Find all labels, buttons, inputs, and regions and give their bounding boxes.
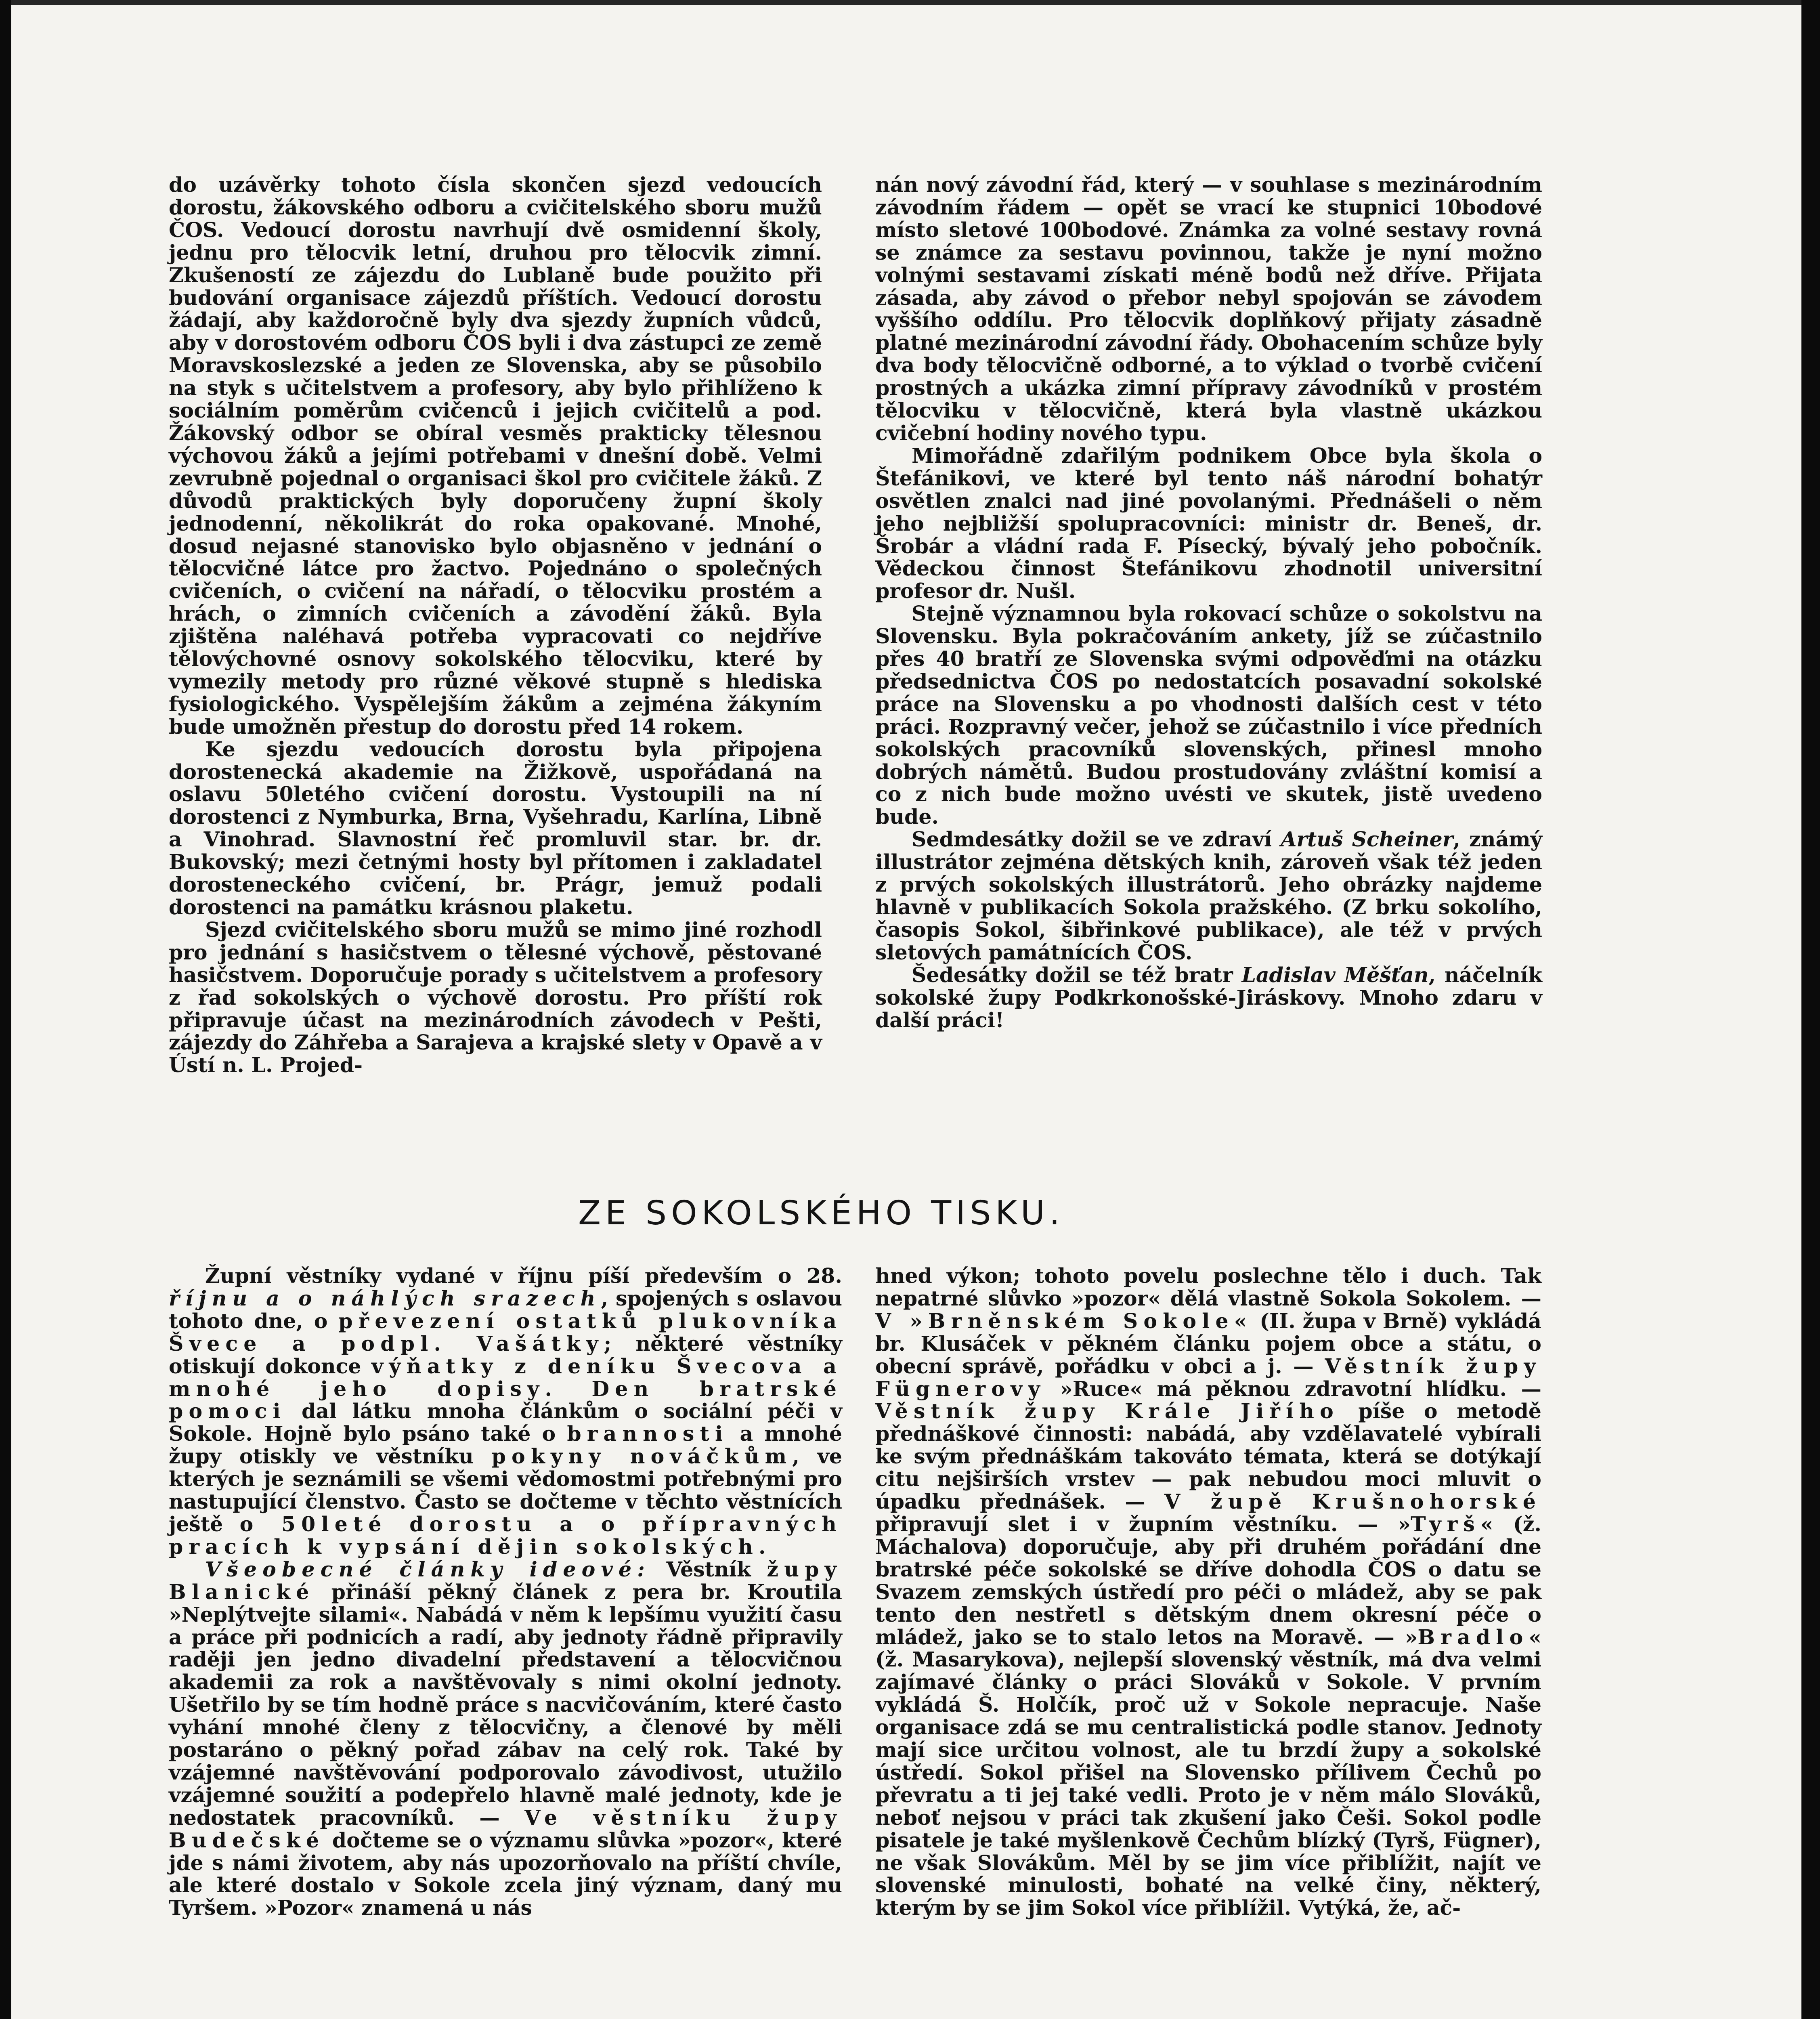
top-left-column (169, 174, 822, 1077)
paragraph-akademie-zizkov: Ke sjezdu vedoucích dorostu byla připojena dorostenecká akademie na Žižkově, uspořádaná na oslavu 50letého cvičení dorostu. Vystoupili na ní dorostenci z Nymburka, Brna, Vyšehradu, Karlína, Libně a Vinohrad. Slavnostní řeč promluvil star. br. dr. Bukovský; mezi četnými hosty byl přítomen i zakladatel dorosteneckého cvičení, br. Prágr, jemuž podali dorostenci na památku krásnou plaketu. (169, 737, 822, 919)
paragraph-stefanik: Mimořádně zdařilým podnikem Obce byla škola o Štefánikovi, ve které byl tento náš národní bohatýr osvětlen znalci nad jiné povolanými. Přednášeli o něm jeho nejbližší spolupracovníci: ministr dr. Beneš, dr. Šrobár a vládní rada F. Písecký, bývalý jeho pobočník. Vědeckou činnost Štefánikovu zhodnotil universitní profesor dr. Nušl. (875, 443, 1542, 603)
person-name-mestan: Ladislav Měšťan (1241, 963, 1429, 987)
bottom-left-column (169, 1265, 842, 1919)
paragraph-clanky-ideove: Všeobecné články ideové: Věstník župy Blanické přináší pěkný článek z pera br. Kroutila »Neplýtvejte silami«. Nabádá v něm k lepšímu využití času a práce při podnicích a radí, aby jednoty řádně připravily raději jen jedno divadelní představení a tělocvičnou akademii za rok a navštěvovaly s nimi okolní jednoty. Ušetřilo by se tím hodně práce s nacvičováním, které často vyhání mnohé členy z tělocvičny, a členové by měli postaráno o pěkný pořad zábav na celý rok. Také by vzájemné navštěvování podporovalo závodivost, utužilo vzájemné soužití a podepřelo hlavně malé jednoty, kde je nedostatek pracovníků. — Ve věstníku župy Budečské dočteme se o významu slůvka »pozor«, které jde s námi životem, aby nás upozorňovalo na příští chvíle, ale které dostalo v Sokole zcela jiný význam, daný mu Tyršem. »Pozor« znamená u nás (169, 1557, 842, 1920)
paragraph-sjezd-vedoucich: do uzávěrky tohoto čísla skončen sjezd vedoucích dorostu, žákovského odboru a cvičitelského sboru mužů ČOS. Vedoucí dorostu navrhují dvě osmidenní školy, jednu pro tělocvik letní, druhou pro tělocvik zimní. Zkušeností ze zájezdu do Lublaně bude použito při budování organisace zájezdů příštích. Vedoucí dorostu žádají, aby každoročně byly dva sjezdy župních vůdců, aby v dorostovém odboru ČOS byli i dva zástupci ze země Moravskoslezské a jeden ze Slovenska, aby se působilo na styk s učitelstvem a profesory, aby bylo přihlíženo k sociálním poměrům cvičenců i jejich cvičitelů a pod. Žákovský odbor se obíral vesměs prakticky tělesnou výchovou žáků a jejími potřebami v dnešní době. Velmi zevrubně pojednal o organisaci škol pro cvičitele žáků. Z důvodů praktických byly doporučeny župní školy jednodenní, několikrát do roka opakované. Mnohé, dosud nejasné stanovisko bylo objasněno v jednání o tělocvičné látce pro žactvo. Pojednáno o společných cvičeních, o cvičení na nářadí, o tělocviku prostém a hrách, o zimních cvičeních a závodění žáků. Byla zjištěna naléhavá potřeba vypracovati co nejdříve tělovýchovné osnovy sokolského tělocviku, které by vymezily metody pro různé věkové stupně s hlediska fysiologického. Vyspělejším žákům a zejména žákyním bude umožněn přestup do dorostu před 14 rokem. (169, 173, 822, 739)
bottom-right-column (875, 1265, 1541, 1919)
paragraph-vestniky-pokracovani: hned výkon; tohoto povelu poslechne tělo i duch. Tak nepatrné slůvko »pozor« dělá vlastně Sokola Sokolem. — V »Brněnském Sokole« (II. župa v Brně) vykládá br. Klusáček v pěkném článku pojem obce a státu, o obecní správě, pořádku v obci a j. — Věstník župy Fügnerovy »Ruce« má pěknou zdravotní hlídku. — Věstník župy Krále Jiřího píše o metodě přednáškové činnosti: nabádá, aby vzdělavatelé vybírali ke svým přednáškám takováto témata, která se dotýkají citu nejširších vrstev — pak nebudou moci mluvit o úpadku přednášek. — V župě Krušnohorské připravují slet i v župním věstníku. — »Tyrš« (ž. Máchalova) doporučuje, aby při druhém pořádání dne bratrské péče sokolské se dříve dohodla ČOS o datu se Svazem zemských ústředí pro péči o mládež, aby se pak tento den nestřetl s dětským dnem okresní péče o mládež, jako se to stalo letos na Moravě. — »Bradlo« (ž. Masarykova), nejlepší slovenský věstník, má dva velmi zajímavé články o práci Slováků v Sokole. V prvním vykládá Š. Holčík, proč už v Sokole nepracuje. Naše organisace zdá se mu centralistická podle stanov. Jednoty mají sice určitou volnost, ale tu brzdí župy a sokolské ústředí. Sokol přišel na Slovensko přílivem Čechů po převratu a ti jej také vedli. Proto je v něm málo Slováků, neboť nejsou v práci tak zkušení jako Češi. Sokol podle pisatele je také myšlenkově Čechům blízký (Tyrš, Fügner), ne však Slovákům. Měl by se jim více přiblížit, najít ve slovenské minulosti, bohaté na velké činy, některý, kterým by se jim Sokol více přiblížil. Vytýká, že, ač- (875, 1264, 1542, 1920)
paragraph-mestan: Šedesátky dožil se též bratr Ladislav Měšťan, náčelník sokolské župy Podkrkonošské-Jiráskovy. Mnoho zdaru v další práci! (875, 963, 1542, 1032)
scan-edge-left (0, 0, 11, 2019)
subheading-clanky-ideove: Všeobecné články ideové: (205, 1557, 650, 1581)
paragraph-zavodni-rad: nán nový závodní řád, který — v souhlase s mezinárodním závodním řádem — opět se vrací ke stupnici 10bodové místo sletové 100bodové. Známka za volné sestavy rovná se známce za sestavu povinnou, takže je nyní možno volnými sestavami získati méně bodů než dříve. Přijata zásada, aby závod o přebor nebyl spojován se závodem vyššího oddílu. Pro tělocvik doplňkový přijaty zásadně platné mezinárodní závodní řády. Obohacením schůze byly dva body tělocvičně odborné, a to výklad o tvorbě cvičení prostných a ukázka zimní přípravy závodníků v prostém tělocviku v tělocvičně, která byla vlastně ukázkou cvičební hodiny nového typu. (875, 173, 1542, 445)
scan-edge-top (0, 0, 1820, 5)
paragraph-slovensko: Stejně významnou byla rokovací schůze o sokolstvu na Slovensku. Byla pokračováním ankety, jíž se zúčastnilo přes 40 bratří ze Slovenska svými odpověďmi na otázku předsednictva ČOS po nedostatcích posavadní sokolské práce na Slovensku a po vhodnosti dalších cest v této práci. Rozpravný večer, jehož se zúčastnilo i více předních sokolských pracovníků slovenských, přinesl mnoho dobrých námětů. Budou prostudovány zvláštní komisí a co z nich bude možno uvésti ve skutek, jistě uvedeno bude. (875, 602, 1542, 829)
paragraph-sjezd-cvicitelu: Sjezd cvičitelského sboru mužů se mimo jiné rozhodl pro jednání s hasičstvem o tělesné výchově, pěstované hasičstvem. Doporučuje porady s učitelstvem a profesory z řad sokolských o výchově dorostu. Pro příští rok připravuje účast na mezinárodních závodech v Pešti, zájezdy do Záhřeba a Sarajeva a krajské slety v Opavě a v Ústí n. L. Projed- (169, 917, 822, 1077)
section-heading: ZE SOKOLSKÉHO TISKU. (578, 1194, 1065, 1232)
scan-edge-right (1801, 0, 1820, 2019)
person-name-scheiner: Artuš Scheiner (1281, 827, 1453, 852)
top-right-column (875, 174, 1542, 1031)
paragraph-scheiner: Sedmdesátky dožil se ve zdraví Artuš Scheiner, známý illustrátor zejména dětských knih, zároveň však též jeden z prvých sokolských illustrátorů. Jeho obrázky najdeme hlavně v publikacích Sokola pražského. (Z brku sokolího, časopis Sokol, šibřinkové publikace), ale též v prvých sletových památnících ČOS. (875, 827, 1543, 964)
paragraph-zupni-vestniky: Župní věstníky vydané v říjnu píší především o 28. říjnu a o náhlých srazech, spojených s oslavou tohoto dne, o převezení ostatků plukovníka Švece a podpl. Vašátky; některé věstníky otiskují dokonce výňatky z deníku Švecova a mnohé jeho dopisy. Den bratrské pomoci dal látku mnoha článkům o sociální péči v Sokole. Hojně bylo psáno také o brannosti a mnohé župy otiskly ve věstníku pokyny nováčkům, ve kterých je seznámili se všemi vědomostmi potřebnými pro nastupující členstvo. Často se dočteme v těchto věstnících ještě o 50leté dorostu a o přípravných pracích k vypsání dějin sokolských. (169, 1264, 843, 1559)
